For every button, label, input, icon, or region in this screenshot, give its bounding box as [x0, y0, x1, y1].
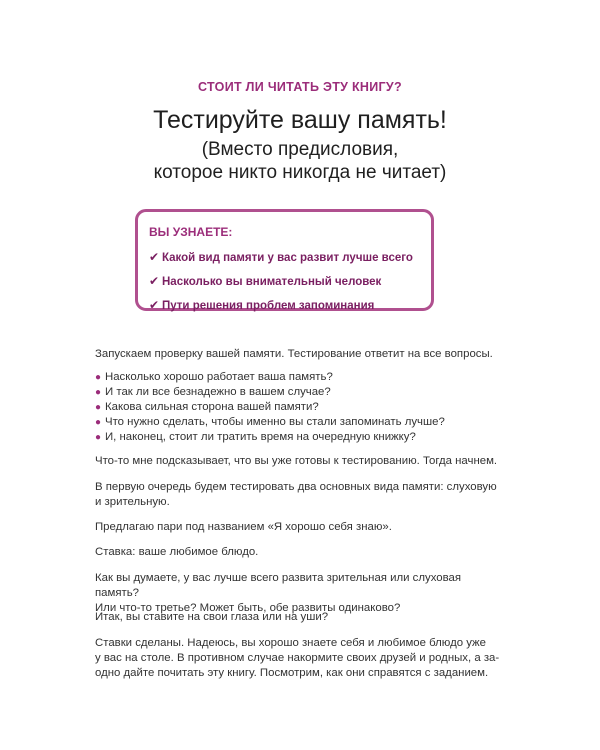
chapter-subtitle	[0, 138, 600, 184]
paragraph-line: В первую очередь будем тестировать два основных вида памяти: слуховую	[95, 481, 497, 493]
bullet-icon: ●	[95, 372, 102, 383]
question-text: Насколько хорошо работает ваша память?	[105, 371, 333, 383]
subtitle-line-1: (Вместо предисловия,	[201, 139, 399, 160]
question-text: И так ли все безнадежно в вашем случае?	[105, 386, 331, 398]
paragraph-stakes-made	[95, 636, 505, 681]
question-item	[95, 370, 445, 385]
paragraph-line: Ставки сделаны. Надеюсь, вы хорошо знаете себя и любимое блюдо уже	[95, 637, 487, 649]
bullet-icon: ●	[95, 387, 102, 398]
learn-item-text: Насколько вы внимательный человек	[162, 276, 382, 288]
paragraph-line: у вас на столе. В противном случае накормите своих друзей и родных, а за-	[95, 652, 500, 664]
learn-item-text: Какой вид памяти у вас развит лучше всего	[162, 252, 413, 264]
question-item	[95, 400, 445, 415]
bullet-icon: ●	[95, 402, 102, 413]
intro-paragraph: Запускаем проверку вашей памяти. Тестирование ответит на все вопросы.	[95, 348, 493, 360]
paragraph-bet: Предлагаю пари под названием «Я хорошо себя знаю».	[95, 521, 392, 533]
chapter-title: Тестируйте вашу память!	[153, 106, 447, 134]
check-icon: ✔	[149, 250, 160, 264]
learn-list-item	[149, 270, 413, 294]
learn-item-text: Пути решения проблем запоминания	[162, 300, 375, 312]
paragraph-line: и зрительную.	[95, 496, 170, 508]
learn-list-item	[149, 246, 413, 270]
learn-box-heading: ВЫ УЗНАЕТЕ:	[149, 225, 233, 239]
question-text: Какова сильная сторона вашей памяти?	[105, 401, 319, 413]
check-icon: ✔	[149, 298, 160, 312]
question-item	[95, 385, 445, 400]
paragraph-choice: Итак, вы ставите на свои глаза или на уши?	[95, 611, 329, 623]
question-text: И, наконец, стоит ли тратить время на очередную книжку?	[105, 431, 416, 443]
question-item	[95, 430, 445, 445]
subtitle-line-2: которое никто никогда не читает)	[153, 162, 447, 183]
learn-list	[149, 246, 413, 318]
question-list	[95, 370, 445, 445]
chapter-label: СТОИТ ЛИ ЧИТАТЬ ЭТУ КНИГУ?	[198, 80, 402, 94]
check-icon: ✔	[149, 274, 160, 288]
learn-list-item	[149, 294, 413, 318]
question-item	[95, 415, 445, 430]
paragraph-line: Или что-то третье? Может быть, обе развиты одинаково?	[95, 602, 401, 614]
question-text: Что нужно сделать, чтобы именно вы стали запоминать лучше?	[105, 416, 445, 428]
paragraph-line: одно дайте почитать эту книгу. Посмотрим, как они справятся с заданием.	[95, 667, 489, 679]
learn-box	[135, 209, 434, 311]
paragraph-ready: Что-то мне подсказывает, что вы уже готовы к тестированию. Тогда начнем.	[95, 455, 498, 467]
paragraph-stake: Ставка: ваше любимое блюдо.	[95, 546, 259, 558]
paragraph-line: Как вы думаете, у вас лучше всего развита зрительная или слуховая память?	[95, 572, 462, 599]
bullet-icon: ●	[95, 417, 102, 428]
paragraph-memory-types	[95, 480, 505, 510]
bullet-icon: ●	[95, 432, 102, 443]
